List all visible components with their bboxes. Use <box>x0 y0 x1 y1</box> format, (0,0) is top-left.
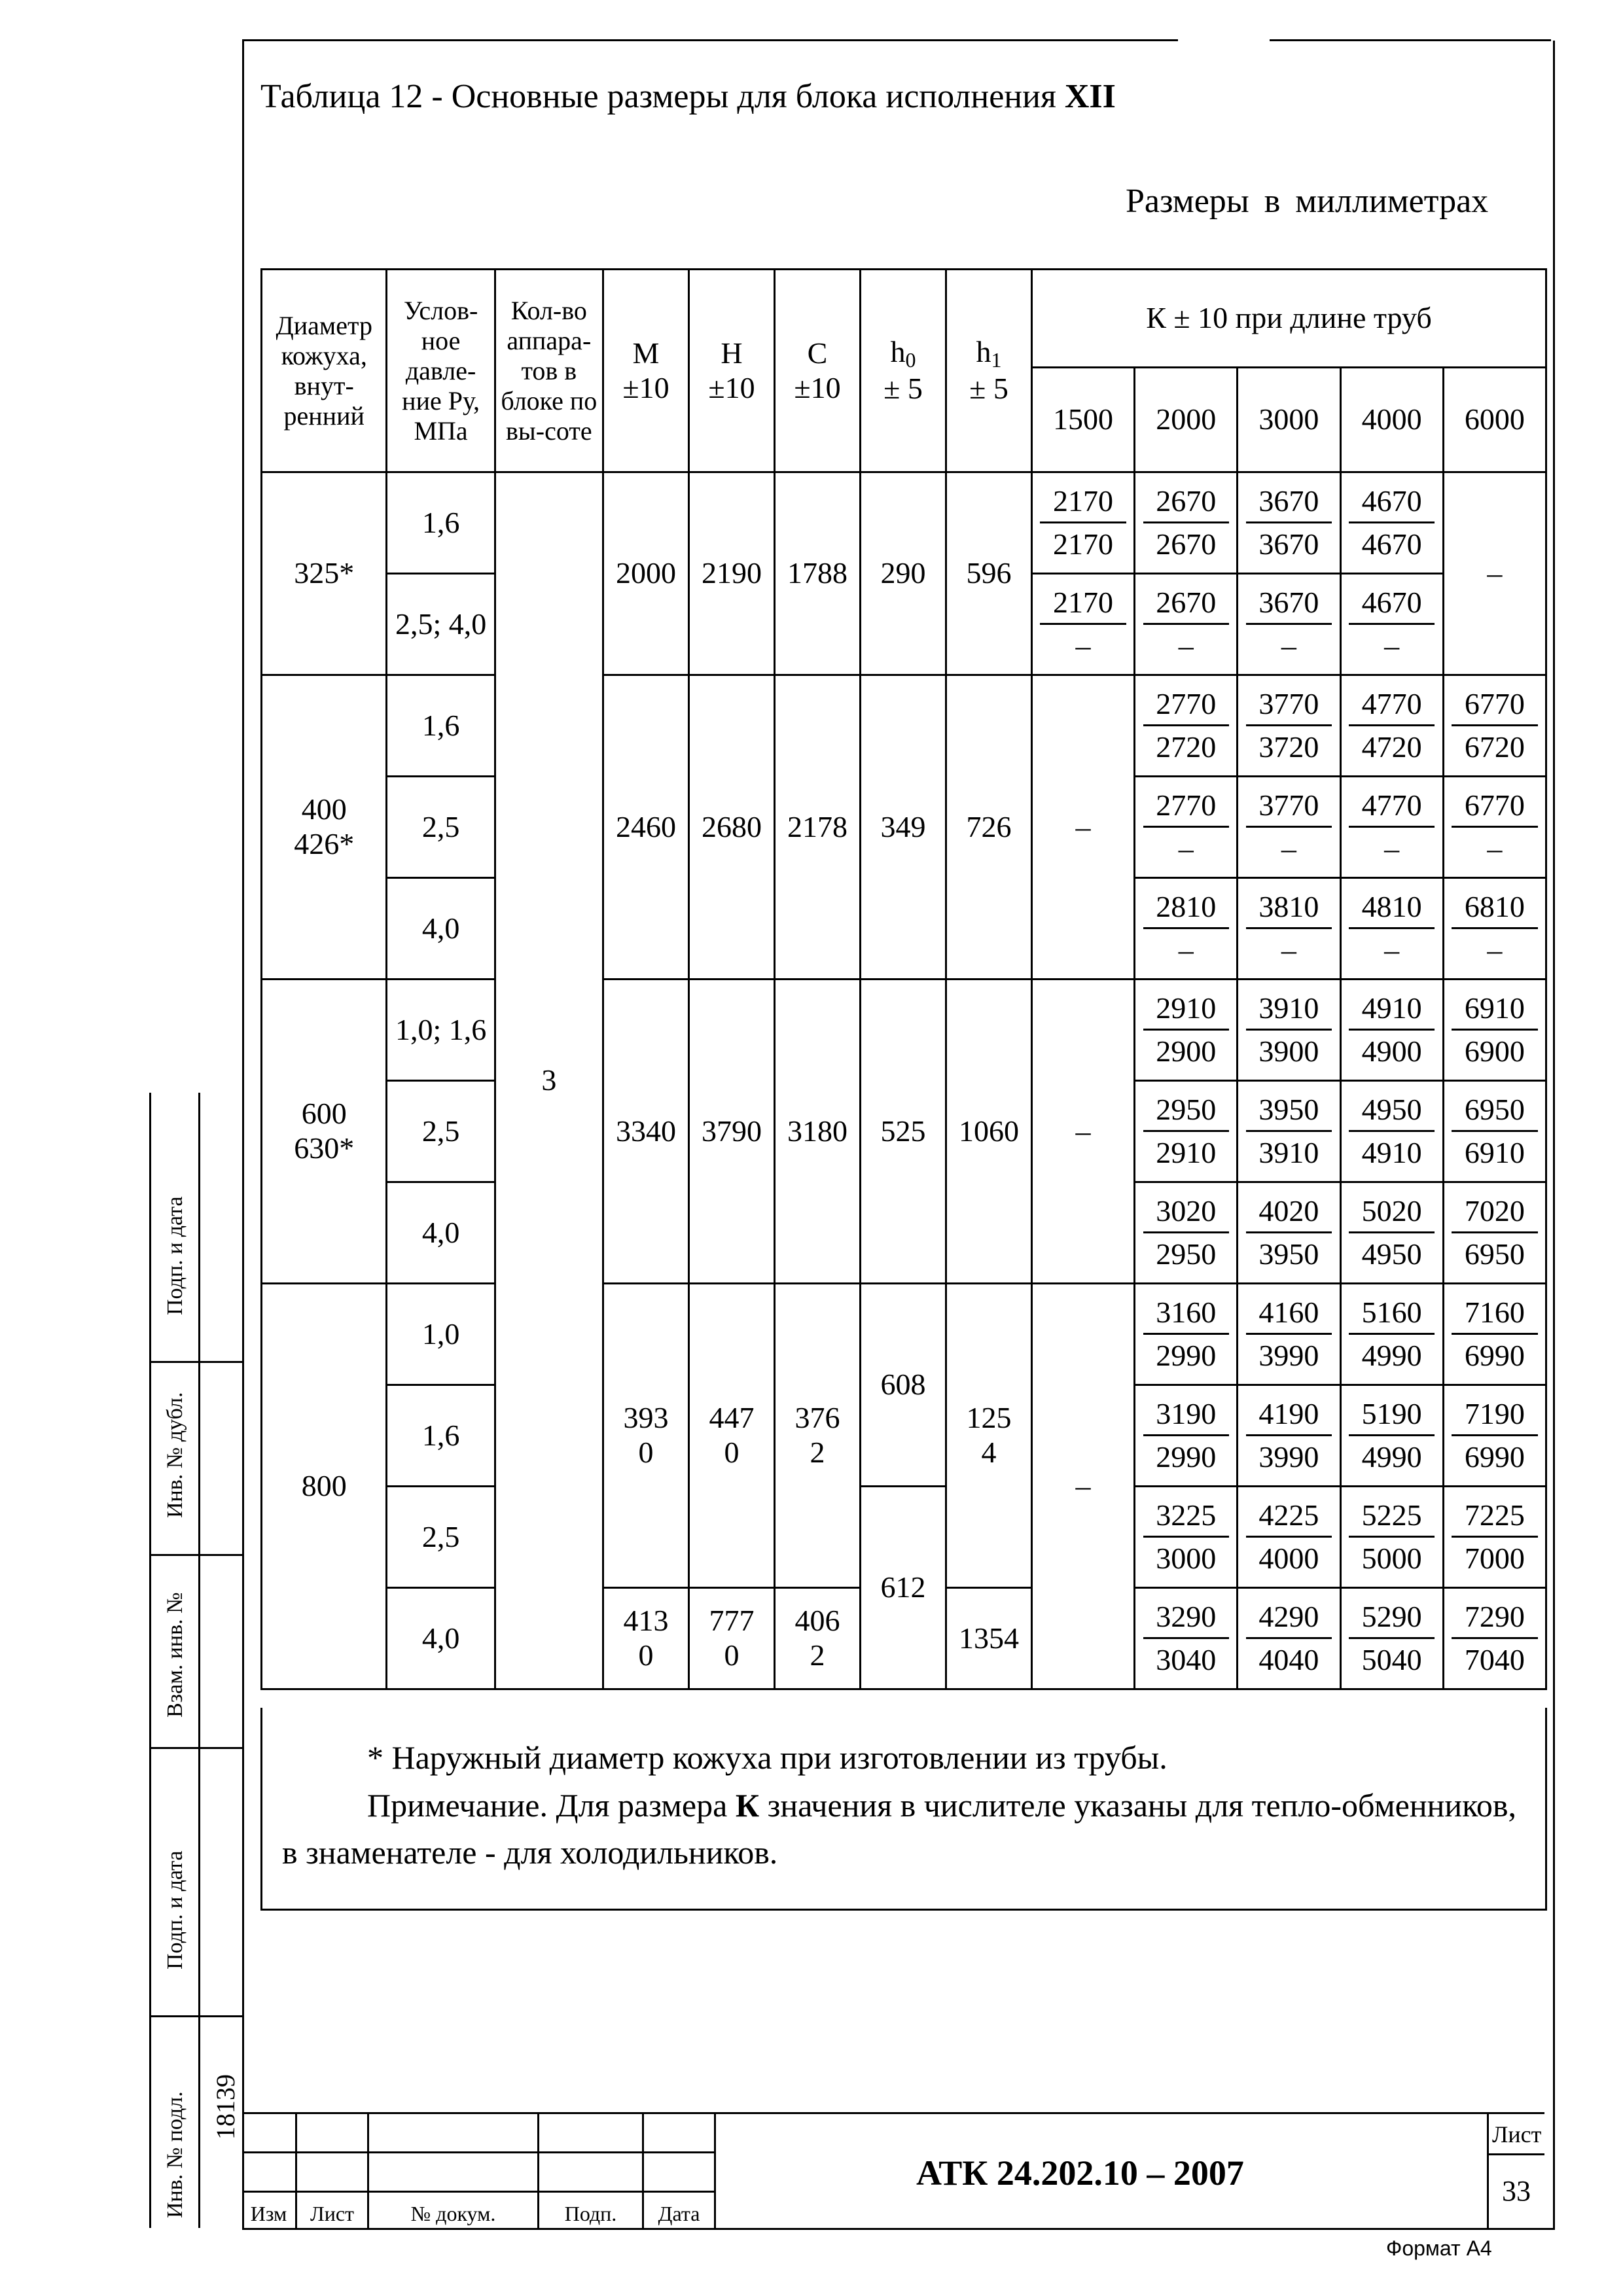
header-length-4000: 4000 <box>1340 368 1443 472</box>
cell-k-3000: 4160 3990 <box>1238 1284 1340 1385</box>
cell-h1: 125 4 <box>946 1284 1031 1588</box>
header-length-1500: 1500 <box>1031 368 1134 472</box>
cell-c: 406 2 <box>774 1588 860 1689</box>
cell-h1: 1354 <box>946 1588 1031 1689</box>
cell-k-6000: – <box>1443 472 1546 675</box>
header-length-6000: 6000 <box>1443 368 1546 472</box>
cell-h1: 1060 <box>946 980 1031 1284</box>
cell-k-4000: 4950 4910 <box>1340 1081 1443 1182</box>
cell-k-1500: 2170 2170 <box>1031 472 1134 574</box>
cell-c: 3180 <box>774 980 860 1284</box>
cell-k-1500: – <box>1031 1284 1134 1689</box>
label-list: Лист <box>297 2193 369 2230</box>
header-count: Кол-во аппара-тов в блоке по вы-соте <box>495 270 603 472</box>
header-length-3000: 3000 <box>1238 368 1340 472</box>
cell-h0: 608 <box>860 1284 946 1487</box>
header-h0: $h_0$ ± 5 <box>860 270 946 472</box>
cell-k-4000: 5290 5040 <box>1340 1588 1443 1689</box>
cell-k-3000: 3770 3720 <box>1238 675 1340 777</box>
cell-k-2000: 2770 – <box>1135 777 1238 878</box>
table-title-text: Таблица 12 - Основные размеры для блока исполнения <box>260 78 1065 115</box>
cell-m: 393 0 <box>603 1284 688 1588</box>
cell-k-2000: 2770 2720 <box>1135 675 1238 777</box>
cell-k-3000: 3670 – <box>1238 574 1340 675</box>
cell-h0: 290 <box>860 472 946 675</box>
label-vzam-inv: Взам. инв. № <box>163 1592 187 1718</box>
cell-k-6000: 7190 6990 <box>1443 1385 1546 1487</box>
cell-k-6000: 7290 7040 <box>1443 1588 1546 1689</box>
label-inv-dubl: Инв. № дубл. <box>163 1392 187 1518</box>
label-data: Дата <box>644 2193 716 2230</box>
cell-h0: 525 <box>860 980 946 1284</box>
cell-k-3000: 3910 3900 <box>1238 980 1340 1081</box>
cell-c: 2178 <box>774 675 860 980</box>
inv-podl-value: 18139 <box>211 2074 240 2140</box>
top-border-left <box>242 39 1178 41</box>
cell-pressure: 1,6 <box>387 1385 495 1487</box>
label-podp: Подп. <box>539 2193 644 2230</box>
cell-h: 777 0 <box>688 1588 774 1689</box>
dimensions-table <box>260 268 1547 1690</box>
table-title-bold: XII <box>1064 78 1116 115</box>
cell-k-6000: 7020 6950 <box>1443 1182 1546 1284</box>
note-remark: Примечание. Для размера К значения в числителе указаны для тепло-обменников, в знаменателе - для холодильников. <box>282 1786 1516 1871</box>
cell-k-6000: 6810 – <box>1443 878 1546 980</box>
side-stamp <box>149 1093 244 2228</box>
cell-m: 2000 <box>603 472 688 675</box>
header-c: С ±10 <box>774 270 860 472</box>
units-caption: Размеры в миллиметрах <box>1126 183 1489 220</box>
cell-k-4000: 4810 – <box>1340 878 1443 980</box>
cell-pressure: 4,0 <box>387 1588 495 1689</box>
cell-k-6000: 6910 6900 <box>1443 980 1546 1081</box>
header-m: М ±10 <box>603 270 688 472</box>
cell-h1: 596 <box>946 472 1031 675</box>
cell-h1: 726 <box>946 675 1031 980</box>
cell-h0: 612 <box>860 1487 946 1689</box>
cell-count: 3 <box>495 472 603 1689</box>
cell-k-6000: 7225 7000 <box>1443 1487 1546 1588</box>
cell-m: 3340 <box>603 980 688 1284</box>
cell-pressure: 4,0 <box>387 1182 495 1284</box>
cell-diameter: 400 426* <box>262 675 387 980</box>
cell-pressure: 1,6 <box>387 472 495 574</box>
label-izm: Изм <box>242 2193 297 2230</box>
cell-k-3000: 3810 – <box>1238 878 1340 980</box>
table-notes <box>260 1708 1547 1911</box>
document-code: АТК 24.202.10 – 2007 <box>916 2153 1244 2193</box>
cell-k-6000: 6950 6910 <box>1443 1081 1546 1182</box>
cell-pressure: 1,0 <box>387 1284 495 1385</box>
cell-k-2000: 3020 2950 <box>1135 1182 1238 1284</box>
header-h: Н ±10 <box>688 270 774 472</box>
cell-k-4000: 4770 4720 <box>1340 675 1443 777</box>
header-pressure: Услов-ное давле-ние Ру, МПа <box>387 270 495 472</box>
cell-k-1500: – <box>1031 980 1134 1284</box>
cell-pressure: 2,5 <box>387 1081 495 1182</box>
note-footnote: * Наружный диаметр кожуха при изготовлении из трубы. <box>367 1739 1168 1776</box>
title-block <box>242 2112 1544 2230</box>
cell-k-4000: 5225 5000 <box>1340 1487 1443 1588</box>
cell-k-2000: 2910 2900 <box>1135 980 1238 1081</box>
header-length-2000: 2000 <box>1135 368 1238 472</box>
cell-k-2000: 2670 – <box>1135 574 1238 675</box>
header-h1: $h_1$ ± 5 <box>946 270 1031 472</box>
cell-k-2000: 2810 – <box>1135 878 1238 980</box>
cell-k-6000: 6770 – <box>1443 777 1546 878</box>
cell-h: 2680 <box>688 675 774 980</box>
cell-k-4000: 5020 4950 <box>1340 1182 1443 1284</box>
cell-k-2000: 3190 2990 <box>1135 1385 1238 1487</box>
cell-k-1500: – <box>1031 675 1134 980</box>
cell-c: 1788 <box>774 472 860 675</box>
cell-pressure: 2,5 <box>387 1487 495 1588</box>
label-podp-data-2: Подп. и дата <box>163 1850 187 1969</box>
label-inv-podl: Инв. № подл. <box>163 2091 187 2218</box>
cell-k-3000: 4190 3990 <box>1238 1385 1340 1487</box>
cell-k-2000: 3290 3040 <box>1135 1588 1238 1689</box>
cell-k-2000: 3160 2990 <box>1135 1284 1238 1385</box>
cell-k-1500: 2170 – <box>1031 574 1134 675</box>
cell-k-3000: 3670 3670 <box>1238 472 1340 574</box>
cell-h0: 349 <box>860 675 946 980</box>
cell-k-3000: 3950 3910 <box>1238 1081 1340 1182</box>
cell-k-2000: 3225 3000 <box>1135 1487 1238 1588</box>
cell-k-2000: 2670 2670 <box>1135 472 1238 574</box>
cell-m: 413 0 <box>603 1588 688 1689</box>
cell-k-3000: 4225 4000 <box>1238 1487 1340 1588</box>
cell-diameter: 800 <box>262 1284 387 1689</box>
cell-h: 447 0 <box>688 1284 774 1588</box>
cell-k-4000: 4910 4900 <box>1340 980 1443 1081</box>
cell-k-2000: 2950 2910 <box>1135 1081 1238 1182</box>
label-doc: № докум. <box>369 2193 539 2230</box>
cell-k-4000: 4670 – <box>1340 574 1443 675</box>
cell-k-4000: 4770 – <box>1340 777 1443 878</box>
cell-k-6000: 6770 6720 <box>1443 675 1546 777</box>
sheet-number: 33 <box>1502 2175 1531 2207</box>
cell-h: 3790 <box>688 980 774 1284</box>
cell-k-6000: 7160 6990 <box>1443 1284 1546 1385</box>
label-sheet: Лист <box>1492 2121 1542 2147</box>
cell-diameter: 600 630* <box>262 980 387 1284</box>
table-title <box>260 77 1116 116</box>
cell-k-4000: 5190 4990 <box>1340 1385 1443 1487</box>
cell-k-4000: 5160 4990 <box>1340 1284 1443 1385</box>
label-podp-data-1: Подп. и дата <box>163 1196 187 1315</box>
format-label: Формат А4 <box>1386 2236 1492 2260</box>
cell-m: 2460 <box>603 675 688 980</box>
cell-k-3000: 3770 – <box>1238 777 1340 878</box>
cell-k-3000: 4020 3950 <box>1238 1182 1340 1284</box>
cell-k-3000: 4290 4040 <box>1238 1588 1340 1689</box>
cell-k-4000: 4670 4670 <box>1340 472 1443 574</box>
cell-h: 2190 <box>688 472 774 675</box>
header-k: К ± 10 при длине труб <box>1031 270 1546 368</box>
cell-pressure: 4,0 <box>387 878 495 980</box>
top-border-right <box>1270 39 1551 41</box>
cell-pressure: 2,5 <box>387 777 495 878</box>
cell-pressure: 1,6 <box>387 675 495 777</box>
cell-pressure: 2,5; 4,0 <box>387 574 495 675</box>
cell-pressure: 1,0; 1,6 <box>387 980 495 1081</box>
header-diameter: Диаметр кожуха, внут-ренний <box>262 270 387 472</box>
cell-c: 376 2 <box>774 1284 860 1588</box>
cell-diameter: 325* <box>262 472 387 675</box>
